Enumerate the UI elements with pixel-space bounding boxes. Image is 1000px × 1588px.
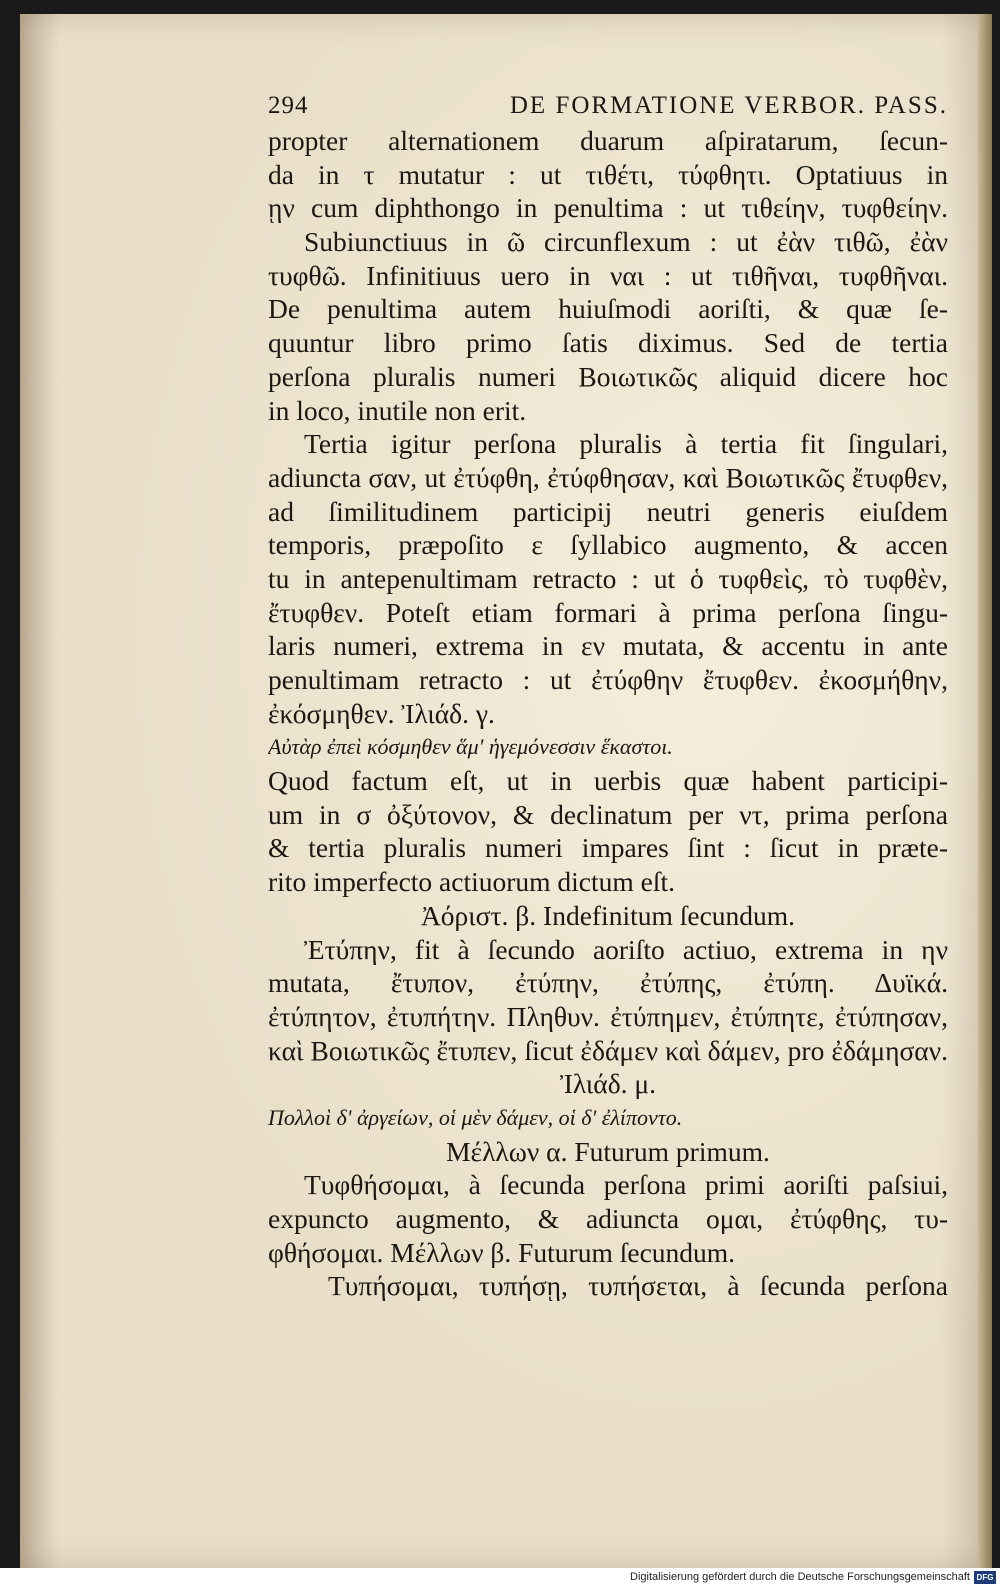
dfg-logo: DFG xyxy=(974,1571,996,1584)
text-line: Τυπήσομαι, τυπήσῃ, τυπήσεται, à ſecunda perſona xyxy=(328,1270,948,1302)
text-line: De penultima autem huiuſmodi aoriſti, & quæ ſe- xyxy=(268,293,948,325)
text-line: Τυφθήσομαι, à ſecunda perſona primi aoriſti paſsiui, xyxy=(304,1169,948,1201)
text-line: temporis, præpoſito ε ſyllabico augmento, & accen xyxy=(268,529,948,561)
text-line: & tertia pluralis numeri impares ſint : ſicut in præte- xyxy=(268,832,948,864)
text-line: ἐκόσμηθεν. Ἰλιάδ. γ. xyxy=(268,697,495,729)
page-edge xyxy=(978,14,992,1568)
text-line: mutata, ἔτυπον, ἐτύπην, ἐτύπης, ἐτύπη. Δυϊκά. xyxy=(268,967,948,999)
digitization-credit: Digitalisierung gefördert durch die Deutsche Forschungsgemeinschaft xyxy=(630,1571,970,1583)
text-block xyxy=(268,76,948,1303)
running-title: DE FORMATIONE VERBOR. PASS. xyxy=(509,92,948,119)
page-number: 294 xyxy=(268,92,309,119)
text-line: adiuncta σαν, ut ἐτύφθη, ἐτύφθησαν, καὶ Βοιωτικῶς ἔτυφθεν, xyxy=(268,461,948,493)
text-line: quuntur libro primo ſatis diximus. Sed de tertia xyxy=(268,327,948,359)
text-line: ad ſimilitudinem participij neutri generis eiuſdem xyxy=(268,495,948,527)
text-line: Μέλλων α. Futurum primum. xyxy=(446,1135,770,1167)
text-line: ἐτύπητον, ἐτυπήτην. Πληθυν. ἐτύπημεν, ἐτύπητε, ἐτύπησαν, xyxy=(268,1000,948,1032)
text-line: Ἐτύπην, fit à ſecundo aoriſto actiuo, extrema in ην xyxy=(304,933,948,965)
text-line: καὶ Βοιωτικῶς ἔτυπεν, ſicut ἐδάμεν καὶ δάμεν, pro ἐδάμησαν. xyxy=(268,1034,948,1066)
text-line: Αὐτὰρ ἐπεὶ κόσμηθεν ἅμ' ἡγεμόνεσσιν ἕκαστοι. xyxy=(268,734,673,760)
text-line: in loco, inutile non erit. xyxy=(268,394,527,426)
text-line: ῃν cum diphthongo in penultima : ut τιθείην, τυφθείην. xyxy=(268,192,948,224)
text-line: um in σ ὀξύτονον, & declinatum per ντ, prima perſona xyxy=(268,798,948,830)
text-line: propter alternationem duarum aſpiratarum, ſecun- xyxy=(268,125,948,156)
text-line: φθήσομαι. Μέλλων β. Futurum ſecundum. xyxy=(268,1236,736,1268)
text-line: rito imperfecto actiuorum dictum eſt. xyxy=(268,866,676,898)
text-line: perſona pluralis numeri Βοιωτικῶς aliquid dicere hoc xyxy=(268,360,948,392)
text-line: τυφθῶ. Infinitiuus uero in ναι : ut τιθῆναι, τυφθῆναι. xyxy=(268,259,948,291)
running-head xyxy=(268,76,948,120)
text-line: laris numeri, extrema in εν mutata, & accentu in ante xyxy=(268,630,948,662)
text-line: Quod factum eſt, ut in uerbis quæ habent participi- xyxy=(268,765,948,797)
text-line: ἔτυφθεν. Poteſt etiam formari à prima perſona ſingu- xyxy=(268,596,948,628)
text-line: Tertia igitur perſona pluralis à tertia fit ſingulari, xyxy=(304,428,948,460)
text-line: Ἰλιάδ. μ. xyxy=(559,1068,657,1100)
text-line: expuncto augmento, & adiuncta ομαι, ἐτύφθης, τυ- xyxy=(268,1203,948,1234)
text-line: da in τ mutatur : ut τιθέτι, τύφθητι. Optatiuus in xyxy=(268,158,948,190)
text-line: Ἀόριστ. β. Indefinitum ſecundum. xyxy=(420,899,796,931)
text-line: Πολλοὶ δ' ἀργείων, οἱ μὲν δάμεν, οἱ δ' ἐλίποντο. xyxy=(268,1104,683,1130)
text-line: penultimam retracto : ut ἐτύφθην ἔτυφθεν. ἐκοσμήθην, xyxy=(268,664,948,695)
text-line: tu in antepenultimam retracto : ut ὁ τυφθεὶς, τὸ τυφθὲν, xyxy=(268,562,948,594)
text-line: Subiunctiuus in ῶ circunflexum : ut ἐὰν τιθῶ, ἐὰν xyxy=(304,226,948,258)
body-text xyxy=(268,124,948,1303)
